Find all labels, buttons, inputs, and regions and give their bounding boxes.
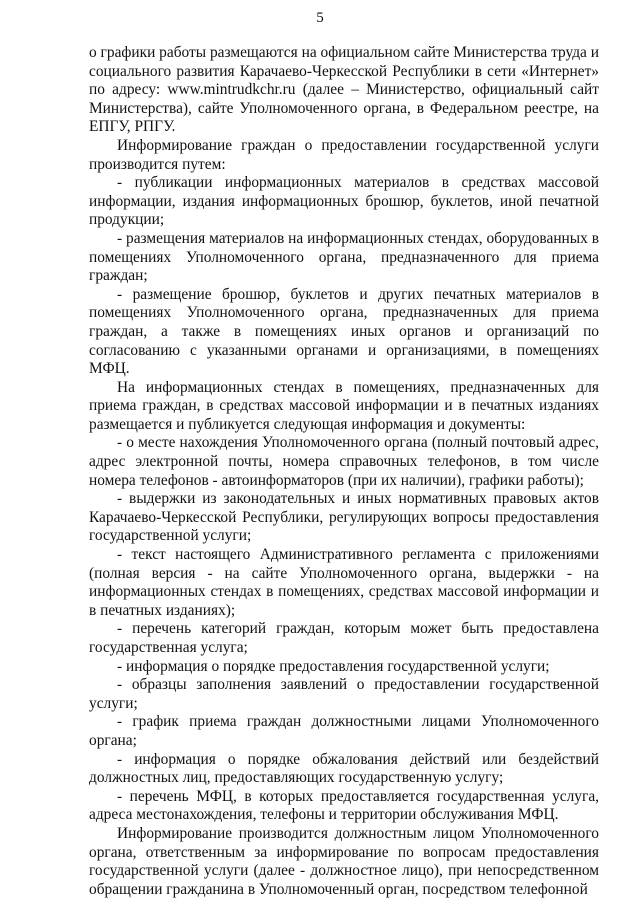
list-item-legal-acts: - выдержки из законодательных и иных нормативных правовых актов Карачаево-Черкесской Республики, регулирующих вопросы предоставления государственной услуги; [89, 490, 599, 545]
paragraph-official-informing: Информирование производится должностным лицом Уполномоченного органа, ответственным за информирование по вопросам предоставления государственной услуги (далее - должностное лицо), при непосредственном обращении гражданина в Уполномоченный орган, посредством телефонной [89, 824, 599, 898]
list-item-citizen-categories: - перечень категорий граждан, которым может быть предоставлена государственная услуга; [89, 620, 599, 656]
list-item-regulation-text: - текст настоящего Административного регламента с приложениями (полная версия - на сайте Уполномоченного органа, выдержки - на информационных стендах в помещениях, средствах массовой информации и в печатных изданиях); [89, 546, 599, 619]
list-item-mfc-list: - перечень МФЦ, в которых предоставляется государственная услуга, адреса местонахождения, телефоны и территории обслуживания МФЦ. [89, 787, 599, 824]
paragraph-stands-information: На информационных стендах в помещениях, предназначенных для приема граждан, в средствах массовой информации и в печатных изданиях размещается и публикуется следующая информация и документы: [89, 378, 599, 433]
list-item-location: - о месте нахождения Уполномоченного органа (полный почтовый адрес, адрес электронной почты, номера справочных телефонов, в том числе номера телефонов - автоинформаторов (при их наличии), графики работы); [89, 434, 599, 489]
list-item-info-stands: - размещения материалов на информационных стендах, оборудованных в помещениях Уполномоченного органа, предназначенного для приема граждан; [89, 229, 599, 285]
list-item-media-publications: - публикации информационных материалов в средствах массовой информации, издания информационных брошюр, буклетов, иной печатной продукции; [89, 174, 599, 229]
body-text [89, 44, 599, 899]
list-item-printed-materials: - размещение брошюр, буклетов и других печатных материалов в помещениях Уполномоченного органа, предназначенных для приема граждан, а также в помещениях иных органов и организаций по согласованию с указанными органами и организациями, в помещениях МФЦ. [89, 285, 599, 378]
paragraph-informing-methods: Информирование граждан о предоставлении государственной услуги производится путем: [89, 136, 599, 173]
list-item-procedure-info: - информация о порядке предоставления государственной услуги; [117, 657, 550, 675]
list-item-application-samples: - образцы заполнения заявлений о предоставлении государственной услуги; [89, 676, 599, 712]
list-item-appeal-procedure: - информация о порядке обжалования действий или бездействий должностных лиц, предоставляющих государственную услугу; [89, 750, 599, 787]
list-item-reception-schedule: - график приема граждан должностными лицами Уполномоченного органа; [89, 713, 599, 749]
paragraph-contact-info-continuation: о графики работы размещаются на официальном сайте Министерства труда и социального развития Карачаево-Черкесской Республики в сети «Интернет» по адресу: www.mintrudkchr.ru (далее – Министерство, официальный сайт Министерства), сайте Уполномоченного органа, в Федеральном реестре, на ЕПГУ, РПГУ. [89, 44, 599, 136]
page-number: 5 [316, 10, 324, 26]
